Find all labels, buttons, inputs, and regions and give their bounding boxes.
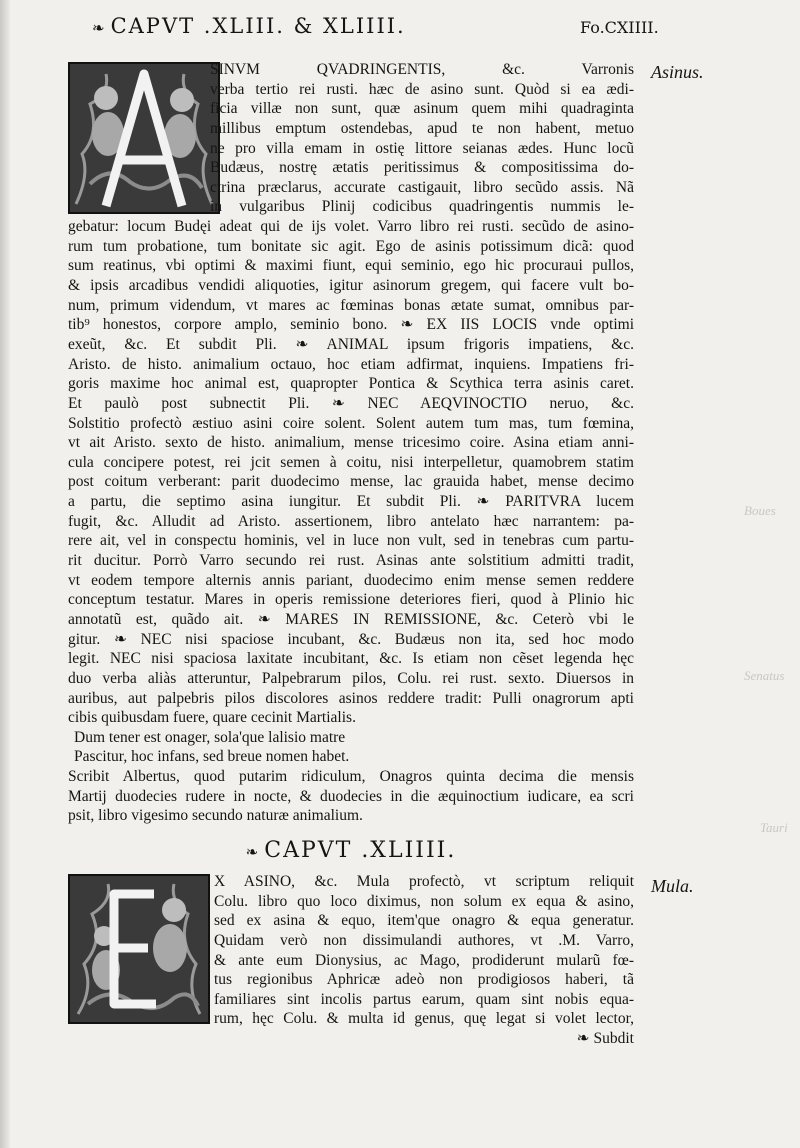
text-line: ficia villæ non sunt, quæ asinum quem mihi quadraginta — [210, 100, 634, 118]
bleed-through-text: Boues — [744, 503, 776, 518]
text-line: verba tertio rei rusti. hæc de asino sunt. Quòd si ea ædi- — [210, 80, 634, 98]
text-line: gitur. ❧ NEC nisi spaciose incubant, &c. Budæus non ita, sed hoc modo — [68, 630, 634, 648]
text-line: gebatur: locum Budęi adeat qui de ijs volet. Varro libro rei rusti. secũdo de asino- — [68, 218, 634, 236]
text-line: post coitum verberant: parit duodecimo mense, lac grauida habet, mense decimo — [68, 473, 634, 491]
text-line: & ante eum Dionysius, ac Mago, prodiderunt mularũ fœ- — [214, 951, 634, 969]
text-line: auribus, aut palpebris pilos discolores asinos reddere tradit: Pulli onagrorum apti — [68, 689, 634, 707]
text-line: rum, hęc Colu. & multa id genus, quę legat si volet lector, — [214, 1010, 634, 1028]
text-line: in vulgaribus Plinij codicibus quadringentis nummis le- — [210, 198, 634, 216]
running-head — [92, 14, 659, 42]
text-line: conceptum testatur. Mares in operis remissione deteriores fieri, quod à Plinio hic — [68, 591, 634, 609]
text-line: & ipsis arcadibus vendidi aliquoties, igitur asinorum gregem, qui facere vult bo- — [68, 277, 634, 295]
text-line: fugit, &c. Alludit ad Aristo. assertionem, libro antelato hæc narrantem: pa- — [68, 512, 634, 530]
text-line: familiares sint incolis partus earum, quam sint nobis equa- — [214, 990, 634, 1008]
text-line: a partu, die septimo asina iungitur. Et subdit Pli. ❧ PARITVRA lucem — [68, 493, 634, 511]
chapter-title: CAPVT .XLIII. & XLIIII. — [110, 14, 406, 38]
text-line: millibus emptum ostendebas, apud te non habent, metuo — [210, 119, 634, 137]
text-line: Scribit Albertus, quod putarim ridiculum, Onagros quinta decima die mensis — [68, 768, 634, 786]
text-line: vt ait Aristo. sexto de histo. animalium, mense tricesimo coire. Asina etiam anni- — [68, 434, 634, 452]
text-line: rit ducitur. Porrò Varro secundo rei rust. Asinas ante solstitium admitti tradit, — [68, 552, 634, 570]
text-line: ctrina præclarus, accurate castigauit, libro secũdo assis. Nã — [210, 178, 634, 196]
text-line: ne pro villa emam in ostię littore seianas ædes. Hunc locũ — [210, 139, 634, 157]
chapter-heading — [68, 838, 634, 870]
text-line: Et paulò post subnectit Pli. ❧ NEC AEQVINOCTIO neruo, &c. — [68, 394, 634, 412]
chapter-heading-title: CAPVT .XLIIII. — [264, 838, 457, 863]
section1-text — [68, 60, 634, 826]
text-line: SINVM QVADRINGENTIS, &c. Varronis — [210, 61, 634, 78]
margin-note-asinus: Asinus. — [651, 62, 704, 82]
catchword: ❧ Subdit — [576, 1030, 634, 1048]
text-line: sed ex asina & equo, item'que onagro & equa generatur. — [214, 912, 634, 930]
text-line: Aristo. de histo. animalium octauo, hoc etiam adfirmat, inquiens. Impatiens fri- — [68, 355, 634, 373]
text-line: tib⁹ honestos, corpore amplo, seminio bono. ❧ EX IIS LOCIS vnde optimi — [68, 316, 634, 334]
text-line: rum tum probatione, tum bonitate sic agit. Ego de asinis potissimum dicã: quod — [68, 237, 634, 255]
text-line: tus regionibus Aphricæ adeò non prodigiosos haberi, tã — [214, 971, 634, 989]
bleed-through-text: Senatus — [744, 668, 785, 683]
text-line: rere ait, vel in conspectu hominis, vel in luce non vult, sed in tenebras cum partu- — [68, 532, 634, 550]
text-line: cibis quibusdam fuere, quare cecinit Martialis. — [68, 709, 356, 727]
text-line: Solstitio profectò æstiuo asini coire solent. Solent autem tum mas, tum fœmina, — [68, 414, 634, 432]
text-line: psit, libro vigesimo secundo naturæ animalium. — [68, 807, 363, 825]
verse-line: Dum tener est onager, sola'que lalisio matre — [74, 728, 346, 746]
text-line: Budæus, nostrę ætatis peritissimus & compositissima do- — [210, 159, 634, 177]
text-line: Martij duodecies rudere in nocte, & duodecies in die æquinoctium iudicare, ea scri — [68, 787, 634, 805]
text-line: legit. NEC nisi spaciosa laxitate incubitant, &c. Is etiam non cẽset legenda hęc — [68, 650, 634, 668]
text-line: vt eodem tempore alternis annis pariant, duodecimo enim mense semen reddere — [68, 571, 634, 589]
text-line: cula concipere potest, rei jcit semen à coitu, nisi interpelletur, quamobrem statim — [68, 453, 634, 471]
fleuron-icon: ❧ — [245, 843, 259, 861]
text-line: sum reatinus, vbi optimi & maximi fiunt, equi seminio, ego hic procuraui pullos, — [68, 257, 634, 275]
margin-note-mula: Mula. — [651, 876, 694, 896]
fleuron-icon: ❧ — [92, 19, 105, 37]
verse-line: Pascitur, hoc infans, sed breue nomen habet. — [74, 748, 350, 766]
text-line: num, primum videndum, vt mares ac fœminas bonas ætate sumat, omnibus par- — [68, 296, 634, 314]
folio-number: Fo.CXIIII. — [580, 18, 659, 37]
text-line: exeũt, &c. Et subdit Pli. ❧ ANIMAL ipsum frigoris impatiens, &c. — [68, 335, 634, 353]
text-line: Quidam verò non dissimulandi authores, vt .M. Varro, — [214, 931, 634, 949]
section2-text — [68, 872, 634, 1049]
bleed-through-text: Tauri — [760, 820, 788, 835]
text-line: Colu. libro quo loco diximus, non solum ex equa & asino, — [214, 892, 634, 910]
page-spine-shadow — [0, 0, 10, 1148]
text-line: annotatũ est, quãdo ait. ❧ MARES IN REMISSIONE, &c. Ceterò vbi le — [68, 610, 634, 628]
text-line: duo verba aliàs atteruntur, Palpebrarum pilos, Colu. rei rust. sexto. Diuersos in — [68, 669, 634, 687]
text-line: X ASINO, &c. Mula profectò, vt scriptum reliquit — [214, 873, 634, 890]
text-line: goris maxime hoc animal est, quapropter Pontica & Scythica terra asinis caret. — [68, 375, 634, 393]
